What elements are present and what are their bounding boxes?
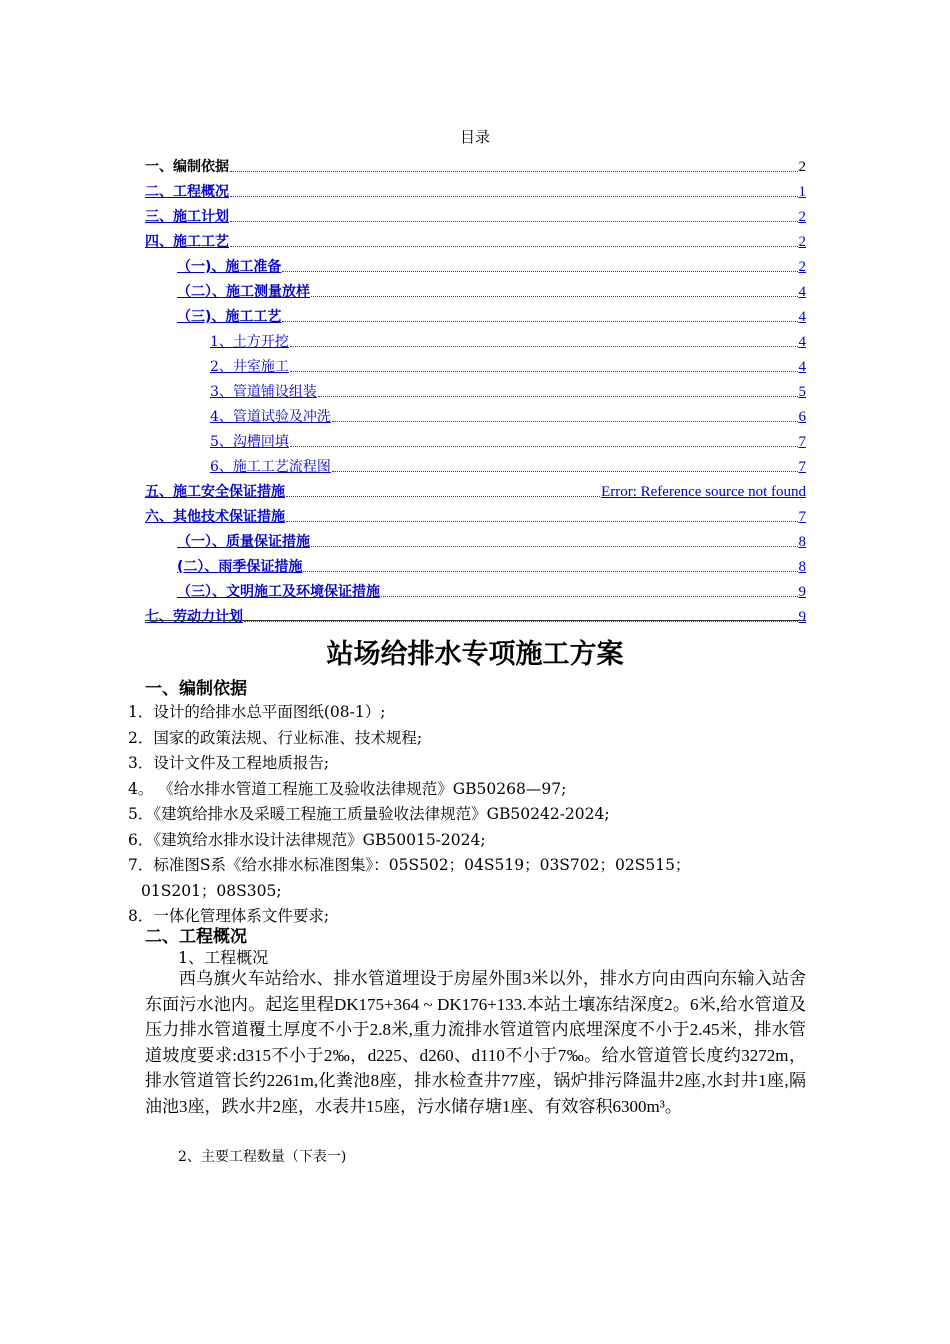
toc-entry-page[interactable]: 5 <box>798 384 806 400</box>
toc-entry-label[interactable]: 3、管道铺设组装 <box>210 384 317 400</box>
toc-title: 目录 <box>459 128 490 146</box>
toc-entry-label[interactable]: 6、施工工艺流程图 <box>210 459 331 475</box>
toc-entry[interactable] <box>145 476 806 501</box>
section-heading: 一、编制依据 <box>145 679 247 699</box>
toc-leader-dots <box>311 545 798 547</box>
subsection-heading: 2、主要工程数量（下表一) <box>178 1149 347 1165</box>
toc-leader-dots <box>282 320 797 322</box>
toc-leader-dots <box>332 420 798 422</box>
toc-entry-label[interactable]: 2、井室施工 <box>210 359 289 375</box>
subsection-heading: 1、工程概况 <box>178 948 269 967</box>
table-of-contents <box>145 151 806 626</box>
toc-entry-label[interactable]: 5、沟槽回填 <box>210 434 289 450</box>
document-title: 站场给排水专项施工方案 <box>326 639 624 670</box>
toc-leader-dots <box>290 345 798 347</box>
list-item: 5．《建筑给排水及采暖工程施工质量验收法律规范》GB50242-2024; <box>128 805 610 823</box>
toc-entry[interactable] <box>145 426 806 451</box>
toc-leader-dots <box>282 270 797 272</box>
toc-leader-dots <box>318 395 798 397</box>
toc-entry[interactable] <box>145 376 806 401</box>
overview-paragraph: 西乌旗火车站给水、排水管道埋设于房屋外围3米以外，排水方向由西向东输入站舍东面污水池内。起迄里程DK175+364 ~ DK176+133.本站土壤冻结深度2。6米,给水管道及压力排水管道覆土厚度不小于2.8米,重力流排水管道管内底埋深度不小于2.45米，排水管道坡度要求:d315不小于2‰，d225、d260、d110不小于7‰。给水管道管长度约3272m，排水管道管长约2261m,化粪池8座，排水检查井77座，锅炉排污降温井2座,水封井1座,隔油池3座，跌水井2座，水表井15座，污水储存塘1座、有效容积6300m³。 <box>145 969 806 1116</box>
toc-leader-dots <box>286 520 798 522</box>
toc-entry-label[interactable]: 二、工程概况 <box>145 184 229 200</box>
toc-entry-page[interactable]: Error: Reference source not found <box>601 484 806 500</box>
toc-entry[interactable] <box>145 551 806 576</box>
list-item-continuation: 01S201；08S305; <box>141 881 282 900</box>
toc-leader-dots <box>230 170 798 172</box>
toc-entry-page[interactable]: 4 <box>798 284 806 300</box>
toc-entry-page[interactable]: 9 <box>798 609 806 625</box>
toc-entry-label[interactable]: （一)、施工准备 <box>177 259 282 275</box>
toc-leader-dots <box>290 445 798 447</box>
section-heading: 二、工程概况 <box>145 927 247 947</box>
toc-entry-label[interactable]: (二）、雨季保证措施 <box>177 559 303 575</box>
toc-entry-label[interactable]: 1、土方开挖 <box>210 334 289 350</box>
toc-entry[interactable] <box>145 451 806 476</box>
toc-leader-dots <box>230 245 798 247</box>
list-item: 2．国家的政策法规、行业标准、技术规程; <box>128 728 423 747</box>
list-item: 6．《建筑给水排水设计法律规范》GB50015-2024; <box>128 830 486 849</box>
toc-entry[interactable] <box>145 326 806 351</box>
toc-entry[interactable] <box>145 501 806 526</box>
toc-entry-page[interactable]: 1 <box>798 184 806 200</box>
toc-leader-dots <box>230 220 798 222</box>
toc-entry[interactable] <box>145 201 806 226</box>
toc-entry-page[interactable]: 6 <box>798 409 806 425</box>
toc-entry-page[interactable]: 7 <box>798 459 806 475</box>
toc-entry-label[interactable]: （三）、文明施工及环境保证措施 <box>177 584 380 600</box>
list-item: 8．一体化管理体系文件要求; <box>128 907 330 925</box>
toc-leader-dots <box>311 295 798 297</box>
toc-entry-label[interactable]: 四、施工工艺 <box>145 234 229 250</box>
toc-leader-dots <box>381 595 798 597</box>
toc-entry-label[interactable]: 六、其他技术保证措施 <box>145 509 285 525</box>
toc-entry-page[interactable]: 8 <box>798 534 806 550</box>
toc-entry-label[interactable]: （三)、施工工艺 <box>177 309 282 325</box>
toc-entry-label[interactable]: 4、管道试验及冲洗 <box>210 409 331 425</box>
toc-entry-label[interactable]: 七、劳动力计划 <box>145 609 243 625</box>
toc-leader-dots <box>332 470 798 472</box>
toc-entry[interactable] <box>145 276 806 301</box>
toc-entry-label[interactable]: （二）、施工测量放样 <box>177 284 310 300</box>
toc-leader-dots <box>303 570 797 572</box>
toc-entry[interactable] <box>145 226 806 251</box>
toc-entry[interactable] <box>145 576 806 601</box>
toc-entry[interactable] <box>145 251 806 276</box>
toc-divider <box>145 620 806 621</box>
list-item: 3．设计文件及工程地质报告; <box>128 754 330 772</box>
toc-leader-dots <box>290 370 798 372</box>
toc-entry-page[interactable]: 2 <box>798 259 806 275</box>
list-item: 7．标准图S系《给水排水标准图集》：05S502；04S519；03S702；02S515； <box>128 856 691 874</box>
toc-entry-label[interactable]: 三、施工计划 <box>145 209 229 225</box>
toc-entry-page[interactable]: 7 <box>798 434 806 450</box>
toc-entry-label[interactable]: 五、施工安全保证措施 <box>145 484 285 500</box>
toc-entry-page[interactable]: 2 <box>798 234 806 250</box>
toc-entry-page: 2 <box>798 159 806 175</box>
toc-entry-page[interactable]: 4 <box>798 334 806 350</box>
toc-entry[interactable] <box>145 351 806 376</box>
toc-entry[interactable] <box>145 301 806 326</box>
toc-leader-dots <box>286 495 600 497</box>
basis-list <box>128 700 808 930</box>
toc-leader-dots <box>230 195 798 197</box>
toc-entry[interactable] <box>145 151 806 176</box>
toc-entry-page[interactable]: 4 <box>798 309 806 325</box>
list-item: 4。 《给水排水管道工程施工及验收法律规范》GB50268—97; <box>128 779 567 798</box>
toc-entry[interactable] <box>145 526 806 551</box>
toc-entry-label: 一、编制依据 <box>145 159 229 175</box>
toc-entry-page[interactable]: 8 <box>798 559 806 575</box>
toc-entry-page[interactable]: 4 <box>798 359 806 375</box>
toc-entry-page[interactable]: 2 <box>798 209 806 225</box>
toc-entry-label[interactable]: （一）、质量保证措施 <box>177 534 310 550</box>
toc-entry-page[interactable]: 9 <box>798 584 806 600</box>
list-item: 1．设计的给排水总平面图纸(08-1）; <box>128 703 386 721</box>
toc-entry[interactable] <box>145 601 806 626</box>
toc-entry-page[interactable]: 7 <box>798 509 806 525</box>
toc-entry[interactable] <box>145 401 806 426</box>
toc-entry[interactable] <box>145 176 806 201</box>
